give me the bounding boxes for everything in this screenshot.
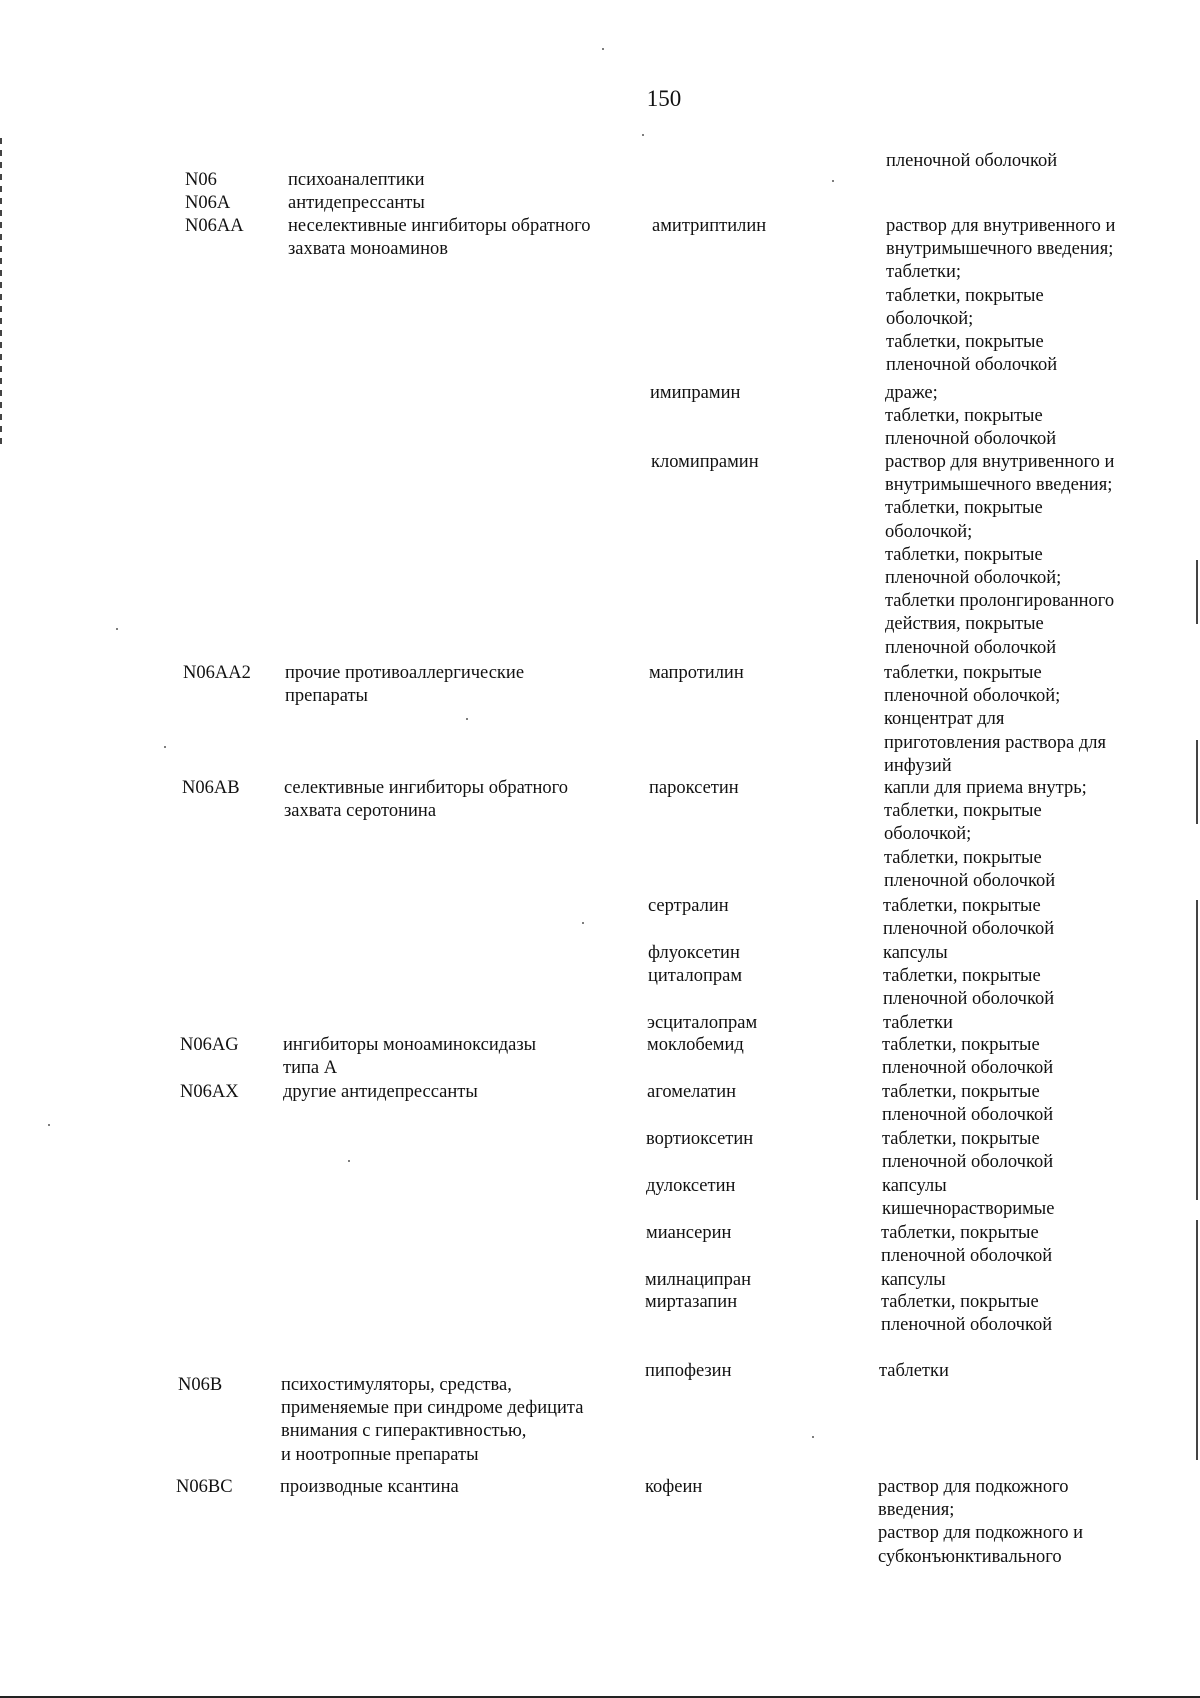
dosage-form: внутримышечного введения;: [886, 239, 1114, 260]
dosage-form: пленочной оболочкой: [886, 355, 1058, 376]
drug-name: моклобемид: [647, 1035, 744, 1055]
dosage-form: введения;: [878, 1500, 955, 1521]
dosage-form: субконъюнктивального: [878, 1546, 1062, 1567]
dosage-form: таблетки, покрытые: [884, 663, 1042, 683]
scan-speck: [116, 628, 118, 630]
dosage-form: пленочной оболочкой: [884, 870, 1056, 891]
dosage-form: капсулы: [883, 943, 948, 963]
scan-edge-mark: [1196, 1220, 1198, 1460]
group-name: препараты: [285, 686, 368, 707]
scan-edge-mark: [1196, 740, 1198, 824]
dosage-form: капли для приема внутрь;: [884, 778, 1087, 798]
dosage-form: пленочной оболочкой;: [885, 568, 1062, 588]
dosage-form: внутримышечного введения;: [885, 475, 1113, 496]
atc-code: N06: [185, 170, 217, 190]
atc-code: N06A: [185, 193, 231, 213]
group-name: захвата моноаминов: [288, 239, 448, 260]
group-name: психоаналептики: [288, 170, 425, 190]
drug-name: флуоксетин: [648, 943, 740, 963]
scan-speck: [642, 134, 644, 136]
group-name: типа А: [283, 1058, 338, 1079]
dosage-form: таблетки, покрытые: [885, 498, 1043, 519]
atc-code: N06AA: [185, 216, 244, 236]
dosage-form: таблетки, покрытые: [881, 1292, 1039, 1312]
scan-speck: [164, 746, 166, 748]
dosage-form: пленочной оболочкой;: [884, 686, 1061, 707]
drug-name: эсциталопрам: [647, 1013, 758, 1033]
dosage-form: таблетки, покрытые: [886, 332, 1044, 352]
scan-edge-mark: [0, 138, 2, 450]
dosage-form: таблетки, покрытые: [885, 406, 1043, 427]
group-name: психостимуляторы, средства,: [281, 1375, 512, 1395]
drug-name: мапротилин: [649, 663, 744, 683]
scan-speck: [48, 1124, 50, 1126]
group-name: неселективные ингибиторы обратного: [288, 216, 591, 236]
drug-name: сертралин: [648, 896, 729, 916]
dosage-form: таблетки, покрытые: [882, 1035, 1040, 1055]
dosage-form: таблетки, покрытые: [882, 1082, 1040, 1102]
group-name: и ноотропные препараты: [281, 1444, 479, 1465]
dosage-form: пленочной оболочкой: [882, 1152, 1054, 1173]
dosage-form: действия, покрытые: [885, 614, 1044, 635]
dosage-form: раствор для подкожного и: [878, 1523, 1083, 1544]
atc-code: N06B: [178, 1375, 223, 1395]
dosage-form: пленочной оболочкой: [881, 1315, 1053, 1336]
atc-code: N06AX: [180, 1082, 239, 1102]
dosage-form: оболочкой;: [885, 521, 973, 542]
drug-name: милнаципран: [645, 1270, 752, 1290]
dosage-form: инфузий: [884, 755, 952, 776]
dosage-form: таблетки, покрытые: [886, 285, 1044, 306]
dosage-form: таблетки, покрытые: [884, 801, 1042, 822]
dosage-form: таблетки: [883, 1013, 953, 1033]
scan-speck: [832, 180, 834, 182]
dosage-form: таблетки, покрытые: [884, 847, 1042, 868]
dosage-form: кишечнорастворимые: [882, 1199, 1055, 1220]
group-name: производные ксантина: [280, 1477, 459, 1497]
drug-name: пароксетин: [649, 778, 739, 798]
drug-name: амитриптилин: [652, 216, 767, 236]
dosage-form: раствор для внутривенного и: [885, 452, 1115, 472]
drug-name: кломипрамин: [651, 452, 759, 472]
atc-code: N06AB: [182, 778, 240, 798]
drug-name: имипрамин: [650, 383, 741, 403]
dosage-form: оболочкой;: [884, 824, 972, 845]
scan-edge-mark: [1196, 900, 1198, 1200]
scan-edge-mark: [1196, 560, 1198, 624]
dosage-form: пленочной оболочкой: [885, 637, 1057, 658]
dosage-form: пленочной оболочкой: [885, 429, 1057, 450]
drug-name: кофеин: [645, 1477, 703, 1497]
dosage-form: концентрат для: [884, 709, 1005, 730]
dosage-form: таблетки, покрытые: [881, 1223, 1039, 1243]
drug-name: миансерин: [646, 1223, 732, 1243]
scan-speck: [602, 48, 604, 50]
group-name: внимания с гиперактивностью,: [281, 1421, 527, 1442]
scan-speck: [582, 922, 584, 924]
dosage-form: приготовления раствора для: [884, 732, 1106, 753]
dosage-form: раствор для подкожного: [878, 1477, 1069, 1497]
dosage-form: таблетки;: [886, 262, 962, 283]
drug-name: миртазапин: [645, 1292, 738, 1312]
dosage-form: таблетки, покрытые: [882, 1129, 1040, 1149]
dosage-form: таблетки, покрытые: [883, 966, 1041, 986]
dosage-form: пленочной оболочкой: [882, 1058, 1054, 1079]
dosage-form: драже;: [885, 383, 938, 403]
dosage-form: таблетки пролонгированного: [885, 591, 1115, 612]
atc-code: N06AA2: [183, 663, 251, 683]
dosage-form: пленочной оболочкой: [883, 989, 1055, 1010]
group-name: другие антидепрессанты: [283, 1082, 478, 1102]
drug-name: пипофезин: [645, 1361, 732, 1381]
group-name: ингибиторы моноаминоксидазы: [283, 1035, 537, 1055]
drug-name: циталопрам: [648, 966, 743, 986]
group-name: прочие противоаллергические: [285, 663, 525, 683]
drug-name: вортиоксетин: [646, 1129, 754, 1149]
dosage-form: капсулы: [881, 1270, 946, 1290]
drug-name: дулоксетин: [646, 1176, 736, 1196]
dosage-form: таблетки, покрытые: [885, 544, 1043, 565]
group-name: применяемые при синдроме дефицита: [281, 1398, 584, 1419]
dosage-form: таблетки: [879, 1361, 949, 1381]
drug-name: агомелатин: [647, 1082, 737, 1102]
atc-code: N06BC: [176, 1477, 233, 1497]
dosage-form: оболочкой;: [886, 308, 974, 329]
scan-speck: [466, 718, 468, 720]
continued-form-text: пленочной оболочкой: [886, 151, 1058, 171]
group-name: захвата серотонина: [284, 801, 437, 822]
scan-speck: [812, 1436, 814, 1438]
dosage-form: таблетки, покрытые: [883, 896, 1041, 916]
dosage-form: раствор для внутривенного и: [886, 216, 1116, 236]
page-number: 150: [646, 86, 682, 111]
scan-speck: [348, 1160, 350, 1162]
group-name: антидепрессанты: [288, 193, 425, 213]
dosage-form: пленочной оболочкой: [883, 919, 1055, 940]
dosage-form: пленочной оболочкой: [881, 1246, 1053, 1267]
dosage-form: капсулы: [882, 1176, 947, 1196]
dosage-form: пленочной оболочкой: [882, 1105, 1054, 1126]
group-name: селективные ингибиторы обратного: [284, 778, 568, 798]
atc-code: N06AG: [180, 1035, 239, 1055]
